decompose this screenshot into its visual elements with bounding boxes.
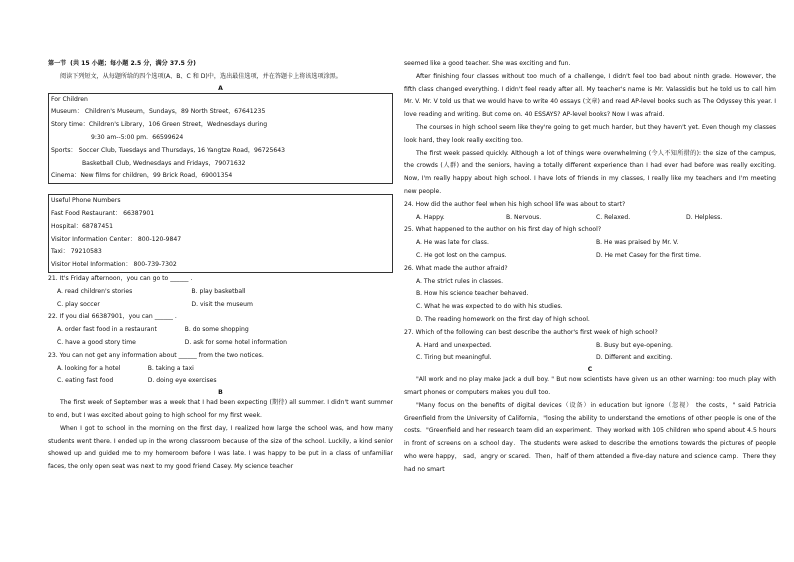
children-notice-box — [48, 93, 393, 185]
passage-b-paragraph: The first week of September was a week that I had been expecting (期待) all summer. I didn't want summer to end, but I was excited about going to high school for my first week. — [48, 399, 393, 419]
phone-line: Fast Food Restaurant： 66387901 — [51, 209, 155, 217]
question-stem: 25. What happened to the author on his first day of high school? — [404, 226, 602, 234]
option-b: B. Nervous. — [506, 213, 542, 221]
left-column — [48, 58, 393, 474]
phone-line: Useful Phone Numbers — [51, 197, 121, 205]
question-21 — [48, 273, 393, 311]
option-d: D. visit the museum — [191, 300, 253, 308]
option-a: A. Hard and unexpected. — [416, 341, 492, 349]
option-c: C. What he was expected to do with his studies. — [416, 303, 563, 311]
option-c: C. He got lost on the campus. — [416, 251, 507, 259]
notice-line: For Children — [51, 95, 88, 103]
question-27 — [404, 327, 776, 365]
passage-b-paragraph: When I got to school in the morning on the first day, I realized how large the school was, and how many students went there. I ended up in the wrong classroom because of the size of the school. Luckily, a kind senior showed up and guided me to my homeroom before I was late. I was happy to be put in a class of unfamiliar faces, the only open seat was next to my good friend Casey. My science teacher — [48, 424, 393, 471]
section-title: 第一节 — [48, 60, 67, 67]
notice-line: Story time：Children's Library，106 Green Street，Wednesdays during — [51, 121, 268, 129]
phone-line: Taxi： 79210583 — [51, 248, 102, 256]
question-stem: 26. What made the author afraid? — [404, 264, 508, 272]
option-b: B. He was praised by Mr. V. — [596, 239, 679, 247]
section-heading — [48, 58, 393, 71]
passage-a-label: A — [218, 84, 223, 92]
question-24 — [404, 199, 776, 225]
option-a: A. order fast food in a restaurant — [57, 326, 157, 334]
question-stem: 24. How did the author feel when his high school life was about to start? — [404, 200, 626, 208]
question-stem: 22. If you dial 66387901，you can ______ . — [48, 313, 177, 321]
passage-b-label: B — [218, 389, 223, 397]
passage-c-paragraph: "All work and no play make Jack a dull boy. " But now scientists have given us an other warning: too much play with smart phones or computers makes you dull too. — [404, 376, 776, 396]
option-a: A. Happy. — [416, 213, 445, 221]
option-a: A. read children's stories — [57, 287, 133, 295]
option-a: A. The strict rules in classes. — [416, 277, 504, 285]
option-c: C. Relaxed. — [596, 213, 631, 221]
notice-line: Sports： Soccer Club, Tuesdays and Thursdays, 16 Yangtze Road，96725643 — [51, 146, 286, 154]
option-d: D. ask for some hotel information — [184, 338, 287, 346]
option-d: D. Different and exciting. — [596, 354, 673, 362]
option-d: D. Helpless. — [686, 213, 723, 221]
question-stem: 27. Which of the following can best describe the author's first week of high school? — [404, 328, 658, 336]
phone-line: Visitor Hotel Information： 800-739-7302 — [51, 261, 177, 269]
question-22 — [48, 311, 393, 349]
option-d: D. The reading homework on the first day of high school. — [416, 315, 590, 323]
option-b: B. taking a taxi — [147, 364, 194, 372]
question-26 — [404, 263, 776, 327]
passage-c-paragraph: "Many focus on the benefits of digital devices（设备）in education but ignore（忽视） the costs，" said Patricia Greenfield from the University of California，"losing the ability to understand the emotions of other people is one of the costs．"Greenfield and her research team did an experiment．They worked with 105 children who spend about 4.5 hours in front of screens on a school day．The students were asked to describe the emotions towards the pictures of people who were happy， sad，angry or scared．Then，half of them attended a five-day nature and science camp．There they had no smart — [404, 401, 776, 473]
notice-line: Basketball Club, Wednesdays and Fridays，79071632 — [82, 159, 246, 167]
option-c: C. have a good story time — [57, 338, 136, 346]
notice-line: Museum： Children's Museum，Sundays，89 North Street，67641235 — [51, 108, 266, 116]
option-d: D. He met Casey for the first time. — [596, 251, 702, 259]
passage-b-paragraph: The first week passed quickly. Although a lot of things were overwhelming (令人不知所措的): the size of the campus, the crowds (人群) and the seniors, having a totally different experience than I had ever had before was really exciting. Now, I'm really happy about high school. I have lots of friends in my classes, I really like my teachers and I'm meeting new people. — [404, 149, 776, 195]
question-23 — [48, 350, 393, 388]
section-instruction: 阅读下列短文，从每题所给的四个选项(A、B、C 和 D)中，选出最佳选项，并在答题卡上将该选项涂黑。 — [60, 72, 342, 80]
question-25 — [404, 224, 776, 262]
option-b: B. Busy but eye-opening. — [596, 341, 673, 349]
option-c: C. play soccer — [57, 300, 100, 308]
option-b: B. play basketball — [191, 287, 246, 295]
option-a: A. He was late for class. — [416, 239, 489, 247]
phone-line: Visitor Information Center： 800-120-9847 — [51, 235, 182, 243]
option-a: A. looking for a hotel — [57, 364, 121, 372]
section-sub: (共 15 小题；每小题 2.5 分，满分 37.5 分) — [70, 60, 196, 67]
right-column — [404, 58, 776, 477]
question-stem: 23. You can not get any information about ______ from the two notices. — [48, 351, 264, 359]
passage-b-paragraph: seemed like a good teacher. She was exciting and fun. — [404, 60, 571, 67]
phone-numbers-box — [48, 194, 393, 273]
option-c: C. eating fast food — [57, 377, 114, 385]
question-stem: 21. It's Friday afternoon，you can go to ______ . — [48, 274, 193, 282]
option-d: D. doing eye exercises — [147, 377, 217, 385]
phone-line: Hospital：68787451 — [51, 222, 113, 230]
option-b: B. How his science teacher behaved. — [416, 290, 529, 298]
option-c: C. Tiring but meaningful. — [416, 354, 492, 362]
option-b: B. do some shopping — [184, 326, 249, 334]
notice-line: 9:30 am--5:00 pm．66599624 — [91, 133, 184, 141]
notice-line: Cinema：New films for children，99 Brick Road，69001354 — [51, 172, 233, 180]
passage-b-paragraph: After finishing four classes without too much of a challenge, I didn't feel too bad about ninth grade. However, the fifth class changed everything. I didn't feel ready after all. My teacher's name is Mr. Valassidis but he told us to call him Mr. V. Mr. V told us that we would have to write 40 essays (文章) and read AP-level books such as The Odyssey this year. I love reading and writing. But come on. 40 ESSAYS? AP-level books? Now I was afraid. — [404, 72, 776, 119]
passage-c-label: C — [587, 366, 593, 374]
passage-b-paragraph: The courses in high school seem like they're going to get much harder, but they haven't yet. Even though my classes look hard, they look really exciting too. — [404, 123, 776, 144]
